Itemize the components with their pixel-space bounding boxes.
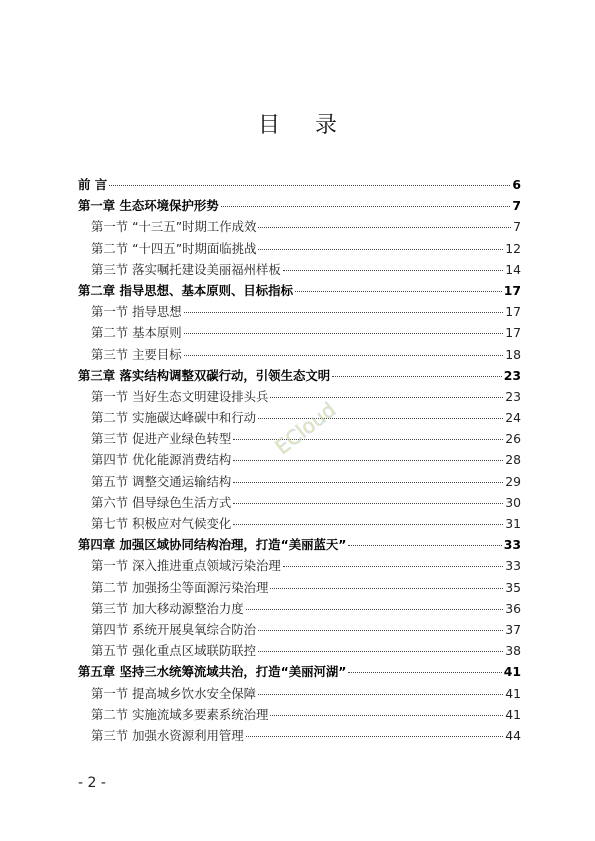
- toc-section-entry[interactable]: [78, 344, 521, 365]
- toc-entry-page-number: 18: [505, 346, 521, 362]
- toc-dot-leader: [184, 355, 504, 356]
- watermark-text: ECloud: [270, 397, 341, 460]
- toc-entry-page-number: 33: [503, 537, 521, 553]
- toc-entry-label: 第二节 实施流域多要素系统治理: [91, 706, 269, 722]
- toc-section-entry[interactable]: [78, 577, 521, 598]
- toc-entry-label: 第一节 指导思想: [91, 304, 182, 320]
- toc-dot-leader: [184, 312, 504, 313]
- toc-entry-label: 第三节 加大移动源整治力度: [91, 600, 244, 616]
- toc-section-entry[interactable]: [78, 725, 521, 746]
- toc-entry-page-number: 7: [513, 219, 521, 235]
- watermark-logo: [262, 382, 352, 472]
- toc-section-entry[interactable]: [78, 513, 521, 534]
- toc-dot-leader: [258, 651, 503, 652]
- toc-dot-leader: [258, 694, 503, 695]
- toc-section-entry[interactable]: [78, 598, 521, 619]
- toc-entry-page-number: 7: [512, 198, 521, 214]
- toc-dot-leader: [270, 715, 503, 716]
- toc-entry-label: 第三章 落实结构调整双碳行动，引领生态文明: [78, 367, 331, 383]
- toc-entry-page-number: 35: [505, 579, 521, 595]
- toc-entry-label: 第四节 系统开展臭氧综合防治: [91, 621, 257, 637]
- toc-chapter-entry[interactable]: [78, 661, 521, 682]
- toc-dot-leader: [258, 630, 503, 631]
- toc-dot-leader: [270, 588, 503, 589]
- toc-dot-leader: [233, 482, 503, 483]
- toc-entry-label: 第三节 落实嘱托建设美丽福州样板: [91, 261, 281, 277]
- toc-dot-leader: [258, 249, 503, 250]
- toc-entry-label: 第四章 加强区域协同结构治理，打造“美丽蓝天”: [78, 537, 347, 553]
- toc-dot-leader: [283, 270, 503, 271]
- toc-entry-page-number: 17: [505, 325, 521, 341]
- toc-entry-label: 第一节 深入推进重点领域污染治理: [91, 558, 281, 574]
- toc-entry-page-number: 23: [505, 388, 521, 404]
- toc-entry-label: 第二节 加强扬尘等面源污染治理: [91, 579, 269, 595]
- toc-entry-label: 第二节 实施碳达峰碳中和行动: [91, 410, 257, 426]
- page-title: 目 录: [258, 113, 351, 138]
- toc-entry-label: 前 言: [78, 177, 108, 192]
- toc-dot-leader: [348, 672, 501, 673]
- toc-entry-label: 第七节 积极应对气候变化: [91, 516, 232, 531]
- toc-entry-label: 第二节 基本原则: [91, 325, 182, 341]
- toc-entry-page-number: 26: [505, 431, 521, 447]
- toc-entry-page-number: 14: [505, 261, 521, 277]
- toc-entry-label: 第三节 促进产业绿色转型: [91, 431, 232, 447]
- toc-section-entry[interactable]: [78, 704, 521, 725]
- toc-section-entry[interactable]: [78, 259, 521, 280]
- toc-entry-page-number: 17: [503, 282, 521, 298]
- toc-section-entry[interactable]: [78, 619, 521, 640]
- toc-entry-label: 第三节 主要目标: [91, 346, 182, 362]
- toc-section-entry[interactable]: [78, 301, 521, 322]
- toc-entry-label: 第五节 调整交通运输结构: [91, 473, 232, 489]
- toc-entry-page-number: 23: [503, 367, 521, 383]
- toc-section-entry[interactable]: [78, 238, 521, 259]
- toc-entry-page-number: 30: [505, 494, 521, 510]
- toc-entry-page-number: 37: [505, 621, 521, 637]
- toc-entry-page-number: 29: [505, 473, 521, 489]
- toc-entry-page-number: 41: [505, 706, 521, 722]
- toc-chapter-entry[interactable]: [78, 280, 521, 301]
- toc-section-entry[interactable]: [78, 216, 521, 237]
- toc-chapter-entry[interactable]: [78, 195, 521, 216]
- toc-dot-leader: [109, 185, 510, 186]
- toc-entry-page-number: 38: [505, 643, 521, 659]
- toc-entry-page-number: 28: [505, 452, 521, 468]
- toc-entry-page-number: 41: [505, 685, 521, 701]
- toc-entry-label: 第二节 “十四五”时期面临挑战: [91, 240, 257, 256]
- toc-section-entry[interactable]: [78, 471, 521, 492]
- toc-section-entry[interactable]: [78, 683, 521, 704]
- toc-entry-page-number: 36: [505, 600, 521, 616]
- toc-entry-label: 第一节 提高城乡饮水安全保障: [91, 685, 257, 701]
- toc-dot-leader: [283, 566, 503, 567]
- toc-entry-page-number: 12: [505, 240, 521, 256]
- toc-dot-leader: [332, 376, 502, 377]
- toc-entry-page-number: 6: [512, 177, 521, 192]
- toc-chapter-entry[interactable]: [78, 174, 521, 195]
- toc-entry-label: 第三节 加强水资源利用管理: [91, 727, 244, 743]
- toc-entry-label: 第二章 指导思想、基本原则、目标指标: [78, 282, 293, 298]
- toc-entry-label: 第四节 优化能源消费结构: [91, 452, 232, 468]
- toc-entry-page-number: 31: [505, 516, 521, 531]
- toc-entry-page-number: 24: [505, 410, 521, 426]
- toc-section-entry[interactable]: [78, 322, 521, 343]
- toc-entry-page-number: 17: [505, 304, 521, 320]
- toc-entry-label: 第一节 当好生态文明建设排头兵: [91, 388, 269, 404]
- toc-section-entry[interactable]: [78, 640, 521, 661]
- page-number: - 2 -: [78, 775, 106, 791]
- toc-dot-leader: [233, 524, 503, 525]
- toc-entry-label: 第五节 强化重点区域联防联控: [91, 643, 257, 659]
- toc-entry-label: 第一章 生态环境保护形势: [78, 198, 219, 214]
- toc-dot-leader: [348, 545, 501, 546]
- toc-entry-label: 第一节 “十三五”时期工作成效: [91, 219, 257, 235]
- toc-dot-leader: [246, 736, 504, 737]
- toc-dot-leader: [246, 609, 504, 610]
- toc-entry-page-number: 33: [505, 558, 521, 574]
- toc-dot-leader: [184, 333, 504, 334]
- toc-entry-page-number: 44: [505, 727, 521, 743]
- toc-dot-leader: [258, 227, 511, 228]
- toc-entry-label: 第五章 坚持三水统筹流域共治，打造“美丽河湖”: [78, 664, 347, 680]
- toc-dot-leader: [233, 503, 503, 504]
- toc-entry-label: 第六节 倡导绿色生活方式: [91, 494, 232, 510]
- toc-dot-leader: [221, 206, 511, 207]
- toc-chapter-entry[interactable]: [78, 534, 521, 555]
- toc-entry-page-number: 41: [503, 664, 521, 680]
- toc-section-entry[interactable]: [78, 492, 521, 513]
- toc-section-entry[interactable]: [78, 555, 521, 576]
- toc-dot-leader: [295, 291, 502, 292]
